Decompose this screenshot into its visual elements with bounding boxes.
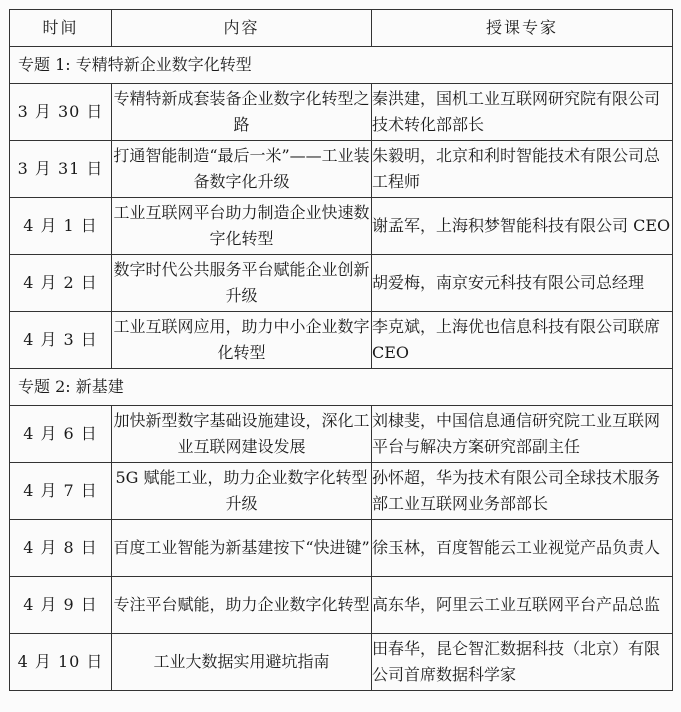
topic-title: 专题 1: 专精特新企业数字化转型 <box>10 47 673 84</box>
table-row <box>10 141 673 198</box>
schedule-body <box>10 47 673 691</box>
session-date: 3 月 30 日 <box>10 84 112 141</box>
session-date: 4 月 2 日 <box>10 255 112 312</box>
table-row <box>10 577 673 634</box>
table-row <box>10 520 673 577</box>
session-topic: 数字时代公共服务平台赋能企业创新升级 <box>112 255 372 312</box>
session-date: 4 月 3 日 <box>10 312 112 369</box>
session-date: 4 月 10 日 <box>10 634 112 691</box>
table-row <box>10 84 673 141</box>
session-topic: 专精特新成套装备企业数字化转型之路 <box>112 84 372 141</box>
session-date: 3 月 31 日 <box>10 141 112 198</box>
session-expert: 刘棣斐，中国信息通信研究院工业互联网平台与解决方案研究部副主任 <box>372 406 673 463</box>
table-row <box>10 312 673 369</box>
session-topic: 工业大数据实用避坑指南 <box>112 634 372 691</box>
session-expert: 朱毅明，北京和利时智能技术有限公司总工程师 <box>372 141 673 198</box>
header-expert: 授课专家 <box>372 10 673 47</box>
table-header-row <box>10 10 673 47</box>
session-expert: 徐玉林，百度智能云工业视觉产品负责人 <box>372 520 673 577</box>
session-expert: 胡爱梅，南京安元科技有限公司总经理 <box>372 255 673 312</box>
session-date: 4 月 8 日 <box>10 520 112 577</box>
session-topic: 打通智能制造“最后一米”——工业装备数字化升级 <box>112 141 372 198</box>
header-content: 内容 <box>112 10 372 47</box>
table-row <box>10 406 673 463</box>
session-topic: 加快新型数字基础设施建设，深化工业互联网建设发展 <box>112 406 372 463</box>
session-expert: 田春华，昆仑智汇数据科技（北京）有限公司首席数据科学家 <box>372 634 673 691</box>
table-row <box>10 255 673 312</box>
topic-title: 专题 2: 新基建 <box>10 369 673 406</box>
session-date: 4 月 6 日 <box>10 406 112 463</box>
session-topic: 百度工业智能为新基建按下“快进键” <box>112 520 372 577</box>
session-expert: 孙怀超，华为技术有限公司全球技术服务部工业互联网业务部部长 <box>372 463 673 520</box>
topic-row <box>10 47 673 84</box>
session-topic: 工业互联网应用，助力中小企业数字化转型 <box>112 312 372 369</box>
session-expert: 高东华，阿里云工业互联网平台产品总监 <box>372 577 673 634</box>
session-topic: 工业互联网平台助力制造企业快速数字化转型 <box>112 198 372 255</box>
session-expert: 秦洪建，国机工业互联网研究院有限公司技术转化部部长 <box>372 84 673 141</box>
session-expert: 李克斌，上海优也信息科技有限公司联席 CEO <box>372 312 673 369</box>
session-topic: 5G 赋能工业，助力企业数字化转型升级 <box>112 463 372 520</box>
session-date: 4 月 7 日 <box>10 463 112 520</box>
header-time: 时间 <box>10 10 112 47</box>
session-date: 4 月 1 日 <box>10 198 112 255</box>
session-expert: 谢孟军，上海积梦智能科技有限公司 CEO <box>372 198 673 255</box>
session-topic: 专注平台赋能，助力企业数字化转型 <box>112 577 372 634</box>
table-row <box>10 634 673 691</box>
topic-row <box>10 369 673 406</box>
schedule-table <box>9 9 673 691</box>
table-row <box>10 198 673 255</box>
session-date: 4 月 9 日 <box>10 577 112 634</box>
table-row <box>10 463 673 520</box>
